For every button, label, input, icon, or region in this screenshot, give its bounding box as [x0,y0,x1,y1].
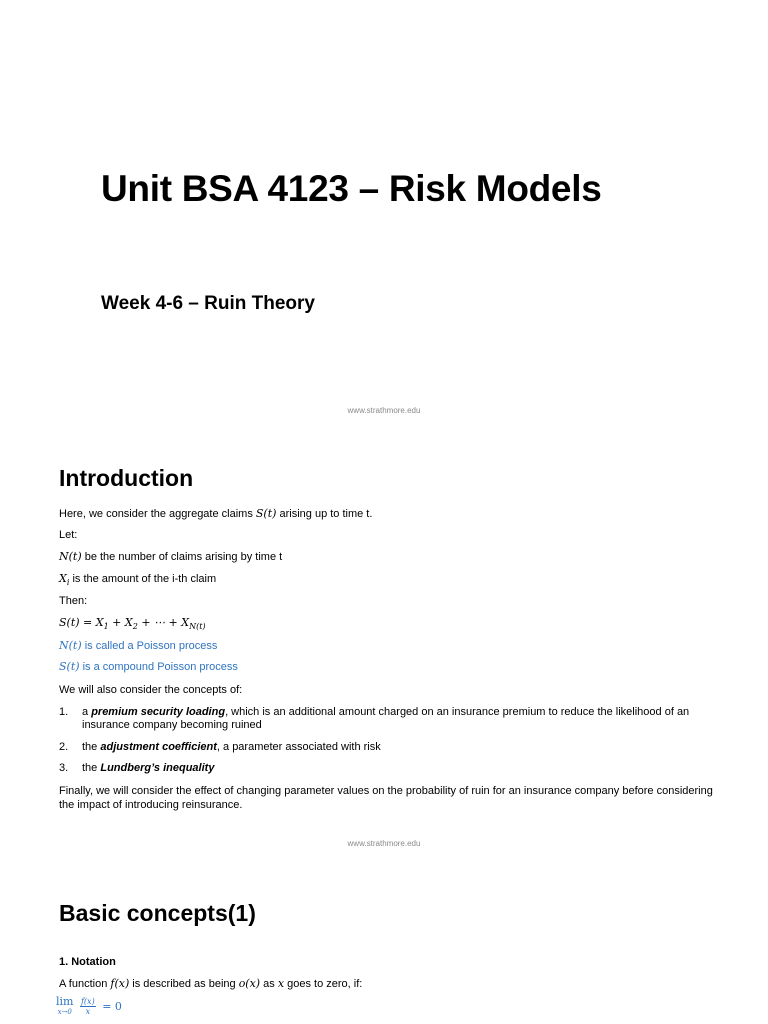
limit-equation: lim x→0 $\frac{f(x)}{x}$ = 0 [56,995,122,1016]
aggregate-equation: $S(t) = X_1 + X_2$ + ⋯ + $X_{N(t)}$ [59,616,206,632]
section-heading-basic-concepts: Basic concepts(1) [59,900,256,926]
footer-url: www.strathmore.edu [347,406,421,415]
n-definition: N(t) be the number of claims arising by time t [59,550,283,563]
poisson-process-line: N(t) is called a Poisson process [59,639,218,652]
list-item: 1. a premium security loading, which is an additional amount charged on an insurance premium to reduce the likelihood of an insurance company becoming ruined [59,706,690,731]
footer-url: www.strathmore.edu [347,839,421,848]
let-line: Let: [59,529,78,541]
compound-poisson-line: S(t) is a compound Poisson process [59,660,238,673]
intro-line: Here, we consider the aggregate claims S(t) arising up to time t. [59,507,373,520]
list-item: 2. the adjustment coefficient, a parameter associated with risk [59,741,381,753]
notation-heading: 1. Notation [59,956,116,968]
concepts-line: We will also consider the concepts of: [59,684,243,696]
slide-title: Unit BSA 4123 – Risk Models [101,168,602,209]
function-definition: A function f(x) is described as being o(x) as x goes to zero, if: [59,977,363,990]
slide-subtitle: Week 4-6 – Ruin Theory [101,293,315,314]
list-item: 3. the Lundberg’s inequality [59,762,215,774]
x-definition: $X_i$ is the amount of the i-th claim [59,572,217,588]
finally-paragraph: Finally, we will consider the effect of changing parameter values on the probability of ruin for an insurance company before considering the impact of introducing reinsurance. [59,785,713,811]
section-heading-introduction: Introduction [59,465,194,491]
then-line: Then: [59,595,88,607]
